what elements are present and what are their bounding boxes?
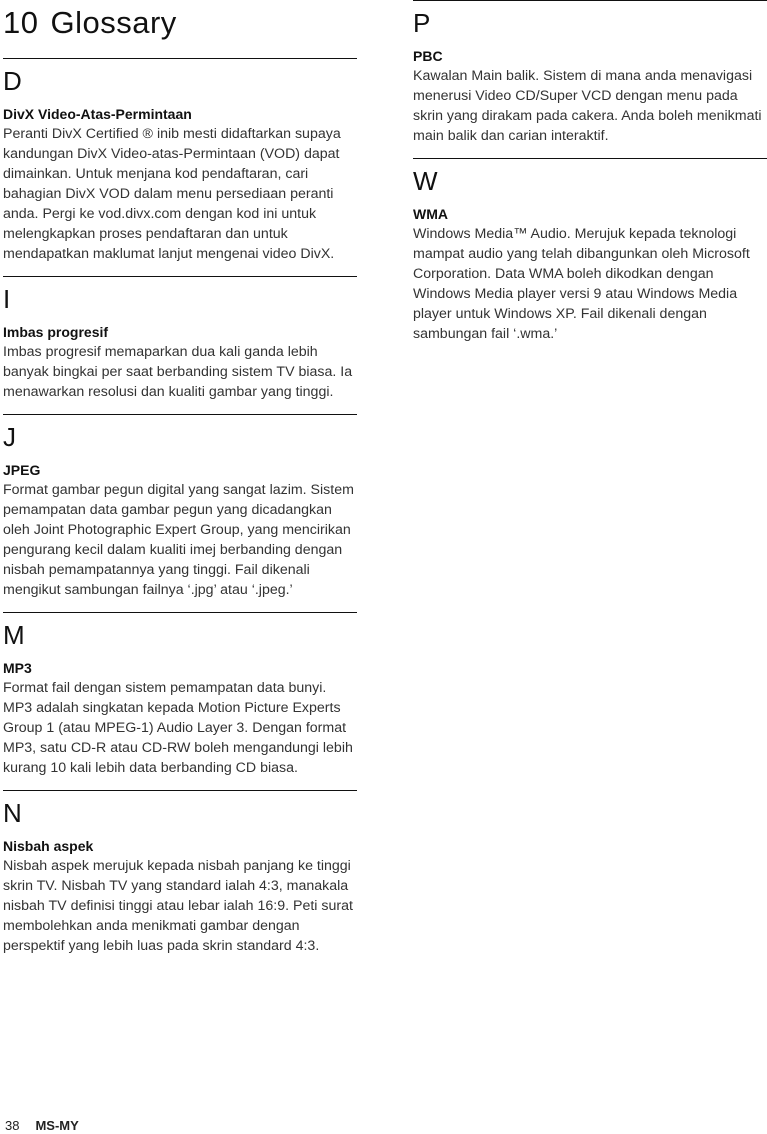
glossary-term: WMA xyxy=(413,206,448,222)
glossary-section-n xyxy=(3,790,357,956)
glossary-definition: Format fail dengan sistem pemampatan data bunyi. MP3 adalah singkatan kepada Motion Picture Experts Group 1 (atau MPEG-1) Audio Layer 3. Dengan format MP3, satu CD-R atau CD-RW boleh mengandungi lebih kurang 10 kali lebih data berbanding CD biasa. xyxy=(3,680,353,776)
section-letter: J xyxy=(3,422,16,452)
glossary-definition: Windows Media™ Audio. Merujuk kepada teknologi mampat audio yang telah dibangunkan oleh Microsoft Corporation. Data WMA boleh dikodkan dengan Windows Media player versi 9 atau Windows Media player untuk Windows XP. Fail dikenali dengan sambungan fail ‘.wma.’ xyxy=(413,226,750,342)
section-letter: P xyxy=(413,8,431,38)
glossary-definition: Peranti DivX Certified ® inib mesti didaftarkan supaya kandungan DivX Video-atas-Permintaan (VOD) dapat dimainkan. Untuk menjana kod pendaftaran, cari bahagian DivX VOD dalam menu persediaan peranti anda. Pergi ke vod.divx.com dengan kod ini untuk melengkapkan proses pendaftaran dan untuk mendapatkan maklumat lanjut mengenai video DivX. xyxy=(3,126,341,262)
glossary-definition: Nisbah aspek merujuk kepada nisbah panjang ke tinggi skrin TV. Nisbah TV yang standard ialah 4:3, manakala nisbah TV definisi tinggi atau lebar ialah 16:9. Peti surat membolehkan anda menikmati gambar dengan perspektif yang lebih luas pada skrin standard 4:3. xyxy=(3,858,353,954)
page-footer xyxy=(5,1118,79,1133)
glossary-term: Nisbah aspek xyxy=(3,838,94,854)
glossary-term: PBC xyxy=(413,48,443,64)
glossary-section-j xyxy=(3,414,357,600)
right-column xyxy=(413,0,767,356)
glossary-section-i xyxy=(3,276,357,402)
section-letter: W xyxy=(413,166,438,196)
glossary-term: Imbas progresif xyxy=(3,324,109,340)
chapter-title-text: Glossary xyxy=(50,5,177,40)
section-letter: I xyxy=(3,284,11,314)
left-column xyxy=(3,0,357,968)
glossary-section-m xyxy=(3,612,357,778)
glossary-section-w xyxy=(413,158,767,344)
section-letter: D xyxy=(3,66,22,96)
section-letter: M xyxy=(3,620,25,650)
glossary-definition: Kawalan Main balik. Sistem di mana anda menavigasi menerusi Video CD/Super VCD dengan menu pada skrin yang dirakam pada cakera. Anda boleh menikmati main balik dan carian interaktif. xyxy=(413,68,762,144)
chapter-number: 10 xyxy=(3,5,39,40)
section-letter: N xyxy=(3,798,22,828)
glossary-term: JPEG xyxy=(3,462,41,478)
language-code: MS-MY xyxy=(35,1118,79,1133)
chapter-title xyxy=(3,2,357,58)
glossary-section-d xyxy=(3,58,357,264)
glossary-definition: Imbas progresif memaparkan dua kali ganda lebih banyak bingkai per saat berbanding sistem TV biasa. Ia menawarkan resolusi dan kualiti gambar yang tinggi. xyxy=(3,344,353,400)
glossary-definition: Format gambar pegun digital yang sangat lazim. Sistem pemampatan data gambar pegun yang dicadangkan oleh Joint Photographic Expert Group, yang mencirikan pengurang kecil dalam kualiti imej berbanding dengan nisbah pemampatannya yang tinggi. Fail dikenali mengikut sambungan failnya ‘.jpg’ atau ‘.jpeg.’ xyxy=(3,482,354,598)
glossary-term: DivX Video-Atas-Permintaan xyxy=(3,106,192,122)
glossary-term: MP3 xyxy=(3,660,32,676)
glossary-section-p xyxy=(413,0,767,146)
page-number: 38 xyxy=(5,1118,20,1133)
